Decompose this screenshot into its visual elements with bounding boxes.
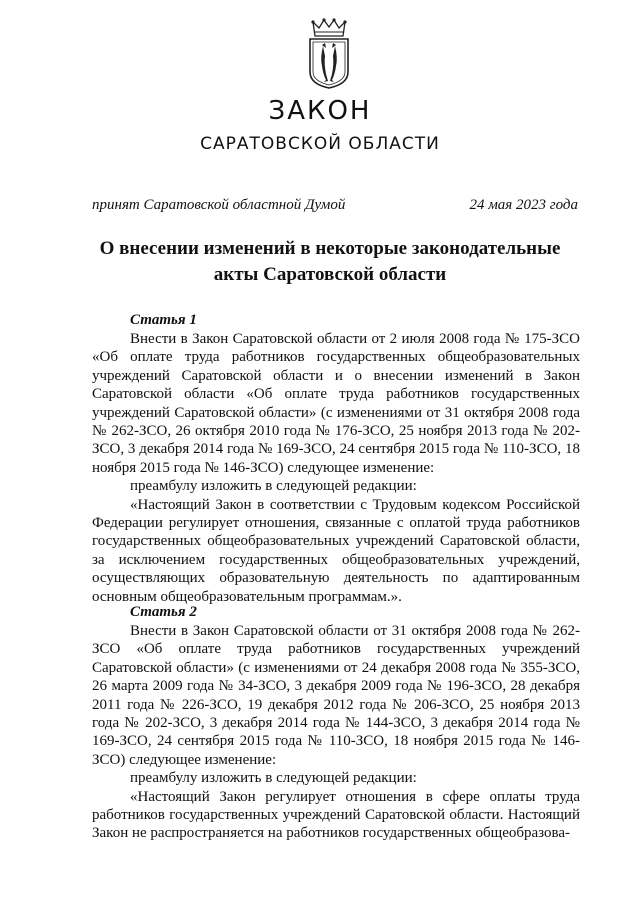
article-1-body [92, 330, 580, 606]
article-2-paragraph: Внести в Закон Саратовской области от 31 октября 2008 года № 262-ЗСО «Об оплате труда работников государственных учреждений Саратовской области» (с изменениями от 24 декабря 2008 года № 355-ЗСО, 26 марта 2009 года № 34-ЗСО, 3 декабря 2009 года № 196-ЗСО, 28 декабря 2011 года № 226-ЗСО, 19 декабря 2012 года № 206-ЗСО, 25 ноября 2013 года № 202-ЗСО, 3 декабря 2014 года № 144-ЗСО, 3 декабря 2014 года № 169-ЗСО, 24 сентября 2015 года № 110-ЗСО, 18 ноября 2015 года № 146-ЗСО) следующее изменение: [92, 623, 580, 768]
adoption-date: 24 мая 2023 года [469, 197, 578, 213]
article-2-body [92, 622, 580, 843]
article-2-paragraph: «Настоящий Закон регулирует отношения в сфере оплаты труда работников государственных учреждений Саратовской области. Настоящий Закон не распространяется на работников государственных общеобразова- [92, 788, 580, 842]
article-1-paragraph: «Настоящий Закон в соответствии с Трудовым кодексом Российской Федерации регулирует отношения, связанные с оплатой труда работников государственных общеобразовательных учреждений Саратовской области, за исключением государственных общеобразовательных учреждений, осуществляющих образовательную деятельность по адаптированным основным общеобразовательным программам.». [92, 496, 580, 605]
article-1-paragraph: Внести в Закон Саратовской области от 2 июля 2008 года № 175-ЗСО «Об оплате труда работников государственных общеобразовательных учреждений Саратовской области и о внесении изменений в Закон Саратовской области «Об оплате труда работников государственных учреждений Саратовской области» (с изменениями от 31 октября 2008 года № 262-ЗСО, 26 октября 2010 года № 176-ЗСО, 25 ноября 2013 года № 202-ЗСО, 3 декабря 2014 года № 169-ЗСО, 24 сентября 2015 года № 110-ЗСО, 18 ноября 2015 года № 146-ЗСО) следующее изменение: [92, 331, 580, 476]
adopted-by: принят Саратовской областной Думой [92, 197, 346, 213]
article-1-paragraph: преамбулу изложить в следующей редакции: [130, 478, 417, 495]
document-title: О внесении изменений в некоторые законодательные акты Саратовской области [99, 238, 561, 285]
article-1-heading: Статья 1 [130, 312, 197, 328]
article-2-heading: Статья 2 [130, 604, 197, 620]
law-title: ЗАКОН [268, 96, 372, 126]
law-subtitle: САРАТОВСКОЙ ОБЛАСТИ [200, 134, 440, 154]
saratov-coat-of-arms-icon [304, 18, 354, 90]
article-2-paragraph: преамбулу изложить в следующей редакции: [130, 770, 417, 787]
